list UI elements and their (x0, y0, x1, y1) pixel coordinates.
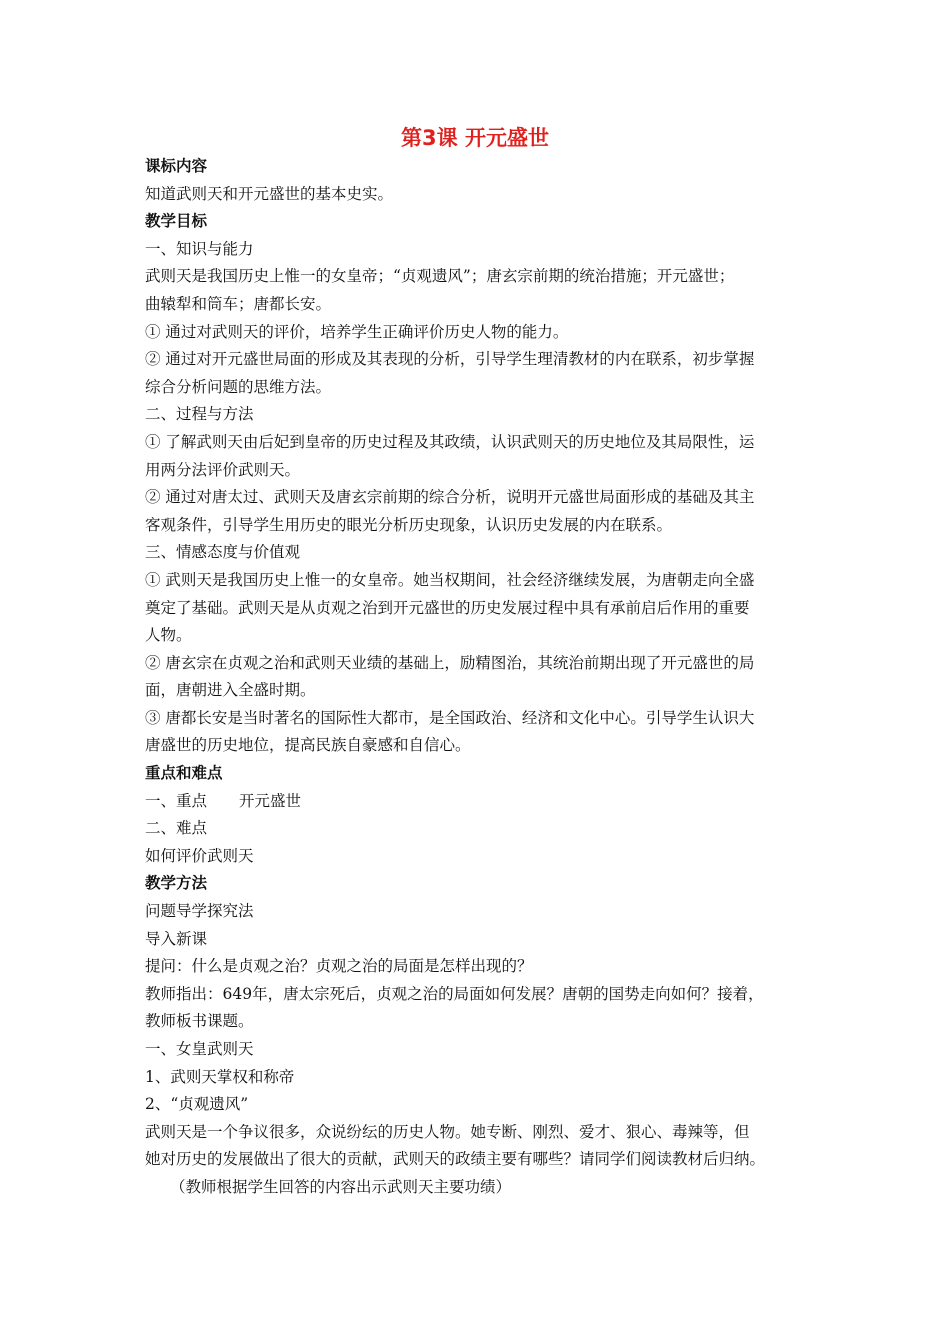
text-line (145, 843, 805, 871)
line-text: 武则天是一个争议很多，众说纷纭的历史人物。她专断、刚烈、爱才、狠心、毒辣等，但 (145, 1122, 750, 1141)
line-text: 面，唐朝进入全盛时期。 (145, 681, 316, 700)
line-text: 她对历史的发展做出了很大的贡献，武则天的政绩主要有哪些？请同学们阅读教材后归纳。 (145, 1150, 766, 1169)
line-text: ② 通过对开元盛世局面的形成及其表现的分析，引导学生理清教材的内在联系，初步掌握 (145, 350, 755, 369)
text-line (145, 374, 805, 402)
text-line (145, 429, 805, 457)
text-line (145, 1008, 805, 1036)
line-text: 唐盛世的历史地位，提高民族自豪感和自信心。 (145, 736, 471, 755)
text-line (145, 705, 805, 733)
line-text: 武则天是我国历史上惟一的女皇帝；“贞观遗风”；唐玄宗前期的统治措施；开元盛世； (145, 267, 735, 286)
text-line (145, 346, 805, 374)
line-text: 1、武则天掌权和称帝 (145, 1067, 295, 1086)
line-text: 一、知识与能力 (145, 239, 254, 258)
line-text: ① 武则天是我国历史上惟一的女皇帝。她当权期间，社会经济继续发展，为唐朝走向全盛 (145, 570, 755, 589)
document-body (145, 153, 805, 1202)
line-text: 人物。 (145, 626, 192, 645)
line-text: 二、过程与方法 (145, 405, 254, 424)
text-line (145, 319, 805, 347)
text-line (145, 981, 805, 1009)
line-text: 奠定了基础。武则天是从贞观之治到开元盛世的历史发展过程中具有承前启后作用的重要 (145, 598, 750, 617)
text-line (145, 926, 805, 954)
line-text: 教学方法 (145, 874, 208, 893)
text-line (145, 1091, 805, 1119)
text-line (145, 567, 805, 595)
line-text: ② 通过对唐太过、武则天及唐玄宗前期的综合分析，说明开元盛世局面形成的基础及其主 (145, 488, 755, 507)
text-line (145, 650, 805, 678)
text-line (145, 677, 805, 705)
line-text-secondary: 开元盛世 (239, 791, 302, 810)
text-line (145, 1146, 805, 1174)
line-text: 问题导学探究法 (145, 902, 254, 921)
line-text: 知道武则天和开元盛世的基本史实。 (145, 184, 394, 203)
line-text: 二、难点 (145, 819, 208, 838)
text-line (145, 1119, 805, 1147)
line-text: （教师根据学生回答的内容出示武则天主要功绩） (170, 1177, 512, 1196)
text-line (145, 236, 805, 264)
text-line (145, 484, 805, 512)
line-text: 教师指出：649年，唐太宗死后，贞观之治的局面如何发展？唐朝的国势走向如何？接着， (145, 984, 764, 1003)
line-text: ② 唐玄宗在贞观之治和武则天业绩的基础上，励精图治，其统治前期出现了开元盛世的局 (145, 653, 755, 672)
text-line (145, 898, 805, 926)
text-line (145, 263, 805, 291)
line-text: 一、重点 (145, 791, 208, 810)
line-text: 教师板书课题。 (145, 1012, 254, 1031)
text-line (145, 953, 805, 981)
text-line (145, 1064, 805, 1092)
line-text: 导入新课 (145, 929, 208, 948)
line-text: 重点和难点 (145, 764, 223, 783)
text-line (145, 595, 805, 623)
text-line (145, 457, 805, 485)
line-text: 三、情感态度与价值观 (145, 543, 301, 562)
text-line (145, 1174, 805, 1202)
text-line (145, 1036, 805, 1064)
text-line (145, 539, 805, 567)
section-heading (145, 760, 805, 788)
line-text: 课标内容 (145, 157, 208, 175)
section-heading (145, 153, 805, 181)
line-text: 提问：什么是贞观之治？贞观之治的局面是怎样出现的？ (145, 957, 533, 976)
line-text: 教学目标 (145, 212, 208, 231)
line-text: 如何评价武则天 (145, 846, 254, 865)
line-text: 用两分法评价武则天。 (145, 460, 301, 479)
section-heading (145, 208, 805, 236)
line-text: 曲辕犁和筒车；唐都长安。 (145, 294, 332, 313)
line-text: ① 了解武则天由后妃到皇帝的历史过程及其政绩，认识武则天的历史地位及其局限性，运 (145, 432, 755, 451)
text-line (145, 401, 805, 429)
line-text: 2、“贞观遗风” (145, 1095, 249, 1114)
lesson-title: 第3课 开元盛世 (401, 126, 549, 150)
line-text: 客观条件，引导学生用历史的眼光分析历史现象，认识历史发展的内在联系。 (145, 515, 673, 534)
text-line (145, 512, 805, 540)
text-line (145, 815, 805, 843)
text-line (145, 788, 805, 816)
line-text: 综合分析问题的思维方法。 (145, 377, 332, 396)
text-line (145, 181, 805, 209)
line-text: ① 通过对武则天的评价，培养学生正确评价历史人物的能力。 (145, 322, 569, 341)
text-line (145, 291, 805, 319)
line-text: ③ 唐都长安是当时著名的国际性大都市，是全国政治、经济和文化中心。引导学生认识大 (145, 708, 755, 727)
line-text: 一、女皇武则天 (145, 1040, 254, 1058)
section-heading (145, 870, 805, 898)
text-line (145, 622, 805, 650)
text-line (145, 732, 805, 760)
